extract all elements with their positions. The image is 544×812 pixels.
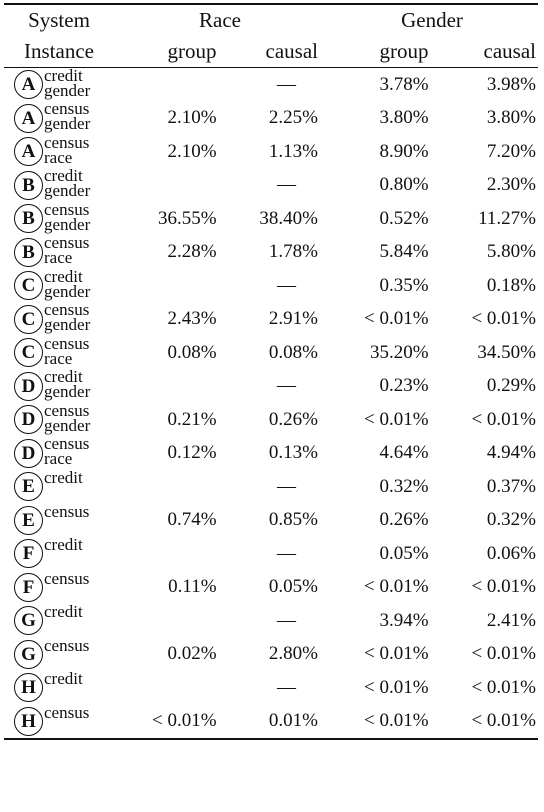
gender-causal-cell: < 0.01% <box>471 676 536 698</box>
system-instance-cell <box>4 671 114 705</box>
header-instance: Instance <box>24 39 94 63</box>
system-instance-cell <box>4 132 114 169</box>
race-group-cell: 0.21% <box>167 408 217 430</box>
table-row <box>4 537 538 571</box>
instance-dataset: census <box>44 635 90 655</box>
instance-dataset: census <box>44 702 90 722</box>
race-causal-cell: 1.78% <box>268 241 318 263</box>
instance-dataset: credit <box>44 65 83 85</box>
instance-attribute: gender <box>44 214 91 234</box>
system-instance-cell <box>4 470 114 504</box>
instance-attribute: race <box>44 147 73 167</box>
system-badge: C <box>14 305 43 334</box>
table-row <box>4 604 538 638</box>
gender-causal-cell: 0.32% <box>486 509 536 531</box>
instance-label <box>44 300 91 335</box>
race-na-cell: — <box>277 375 296 397</box>
instance-dataset: census <box>44 434 90 454</box>
header-gender: Gender <box>401 8 463 32</box>
race-group-cell: 2.43% <box>167 308 217 330</box>
race-causal-cell: 0.26% <box>268 408 318 430</box>
gender-group-cell: 0.23% <box>379 375 429 397</box>
table-row <box>4 135 538 169</box>
instance-attribute: gender <box>44 281 91 301</box>
system-instance-cell <box>4 367 114 404</box>
table-row <box>4 303 538 337</box>
instance-label <box>44 535 83 555</box>
race-group-cell: 2.28% <box>167 241 217 263</box>
instance-dataset: census <box>44 233 90 253</box>
instance-label <box>44 501 90 521</box>
gender-group-cell: 4.64% <box>379 442 429 464</box>
gender-causal-cell: 3.80% <box>486 107 536 129</box>
gender-group-cell: < 0.01% <box>364 576 429 598</box>
gender-causal-cell: < 0.01% <box>471 710 536 732</box>
instance-label <box>44 233 90 268</box>
race-causal-cell: 38.40% <box>259 207 318 229</box>
table-row <box>4 705 538 740</box>
system-badge: G <box>14 640 43 669</box>
gender-group-cell: 0.80% <box>379 174 429 196</box>
system-instance-cell <box>4 99 114 136</box>
system-badge: E <box>14 472 43 501</box>
instance-dataset: credit <box>44 266 83 286</box>
instance-label <box>44 333 90 368</box>
table-row <box>4 370 538 404</box>
gender-causal-cell: 5.80% <box>486 241 536 263</box>
race-na-cell: — <box>277 73 296 95</box>
gender-causal-cell: 3.98% <box>486 73 536 95</box>
table-row <box>4 470 538 504</box>
table-row <box>4 336 538 370</box>
race-na-cell: — <box>277 274 296 296</box>
instance-attribute: race <box>44 449 73 469</box>
instance-label <box>44 99 91 134</box>
gender-causal-cell: 7.20% <box>486 140 536 162</box>
system-instance-cell <box>4 537 114 571</box>
system-badge: C <box>14 271 43 300</box>
race-group-cell: 0.74% <box>167 509 217 531</box>
system-badge: H <box>14 673 43 702</box>
table-row <box>4 169 538 203</box>
system-instance-cell <box>4 400 114 437</box>
race-group-cell: 36.55% <box>157 207 217 229</box>
race-na-cell: — <box>277 174 296 196</box>
table-row <box>4 437 538 471</box>
race-na-cell: — <box>277 475 296 497</box>
instance-dataset: census <box>44 400 90 420</box>
gender-causal-cell: 0.37% <box>486 475 536 497</box>
system-badge: B <box>14 238 43 267</box>
instance-label <box>44 367 91 402</box>
header-system: System <box>28 8 90 32</box>
header-row-1 <box>4 4 538 36</box>
table-row <box>4 571 538 605</box>
gender-group-cell: 8.90% <box>379 140 429 162</box>
system-instance-cell <box>4 300 114 337</box>
system-badge: G <box>14 606 43 635</box>
instance-label <box>44 199 91 234</box>
instance-dataset: credit <box>44 669 83 689</box>
gender-group-cell: < 0.01% <box>364 710 429 732</box>
instance-attribute: gender <box>44 80 91 100</box>
race-group-cell: 2.10% <box>167 107 217 129</box>
gender-causal-cell: 11.27% <box>478 207 536 229</box>
system-badge: E <box>14 506 43 535</box>
table-row <box>4 671 538 705</box>
gender-group-cell: 5.84% <box>379 241 429 263</box>
header-race-group: group <box>167 39 217 63</box>
race-group-cell: 2.10% <box>167 140 217 162</box>
race-group-cell: 0.02% <box>167 643 217 665</box>
race-group-cell: 0.11% <box>168 576 217 598</box>
header-gender-group: group <box>379 39 429 63</box>
race-causal-cell: 0.01% <box>268 710 318 732</box>
instance-dataset: census <box>44 132 90 152</box>
results-table <box>4 3 538 740</box>
instance-attribute: race <box>44 248 73 268</box>
system-instance-cell <box>4 568 114 605</box>
gender-causal-cell: 0.06% <box>486 542 536 564</box>
gender-causal-cell: < 0.01% <box>471 576 536 598</box>
race-causal-cell: 0.85% <box>268 509 318 531</box>
gender-causal-cell: < 0.01% <box>471 643 536 665</box>
system-badge: B <box>14 171 43 200</box>
gender-group-cell: < 0.01% <box>364 676 429 698</box>
gender-causal-cell: 4.94% <box>486 442 536 464</box>
instance-dataset: census <box>44 199 90 219</box>
race-group-cell: < 0.01% <box>152 710 217 732</box>
system-instance-cell <box>4 501 114 538</box>
table-row <box>4 236 538 270</box>
gender-group-cell: 0.05% <box>379 542 429 564</box>
instance-label <box>44 266 91 301</box>
table-row <box>4 68 538 102</box>
system-badge: D <box>14 372 43 401</box>
race-causal-cell: 1.13% <box>268 140 318 162</box>
instance-dataset: census <box>44 333 90 353</box>
race-causal-cell: 0.13% <box>268 442 318 464</box>
instance-dataset: credit <box>44 602 83 622</box>
race-causal-cell: 2.91% <box>268 308 318 330</box>
header-row-2 <box>4 36 538 68</box>
gender-causal-cell: < 0.01% <box>471 308 536 330</box>
instance-label <box>44 434 90 469</box>
instance-dataset: credit <box>44 166 83 186</box>
instance-dataset: census <box>44 300 90 320</box>
system-badge: A <box>14 70 43 99</box>
system-instance-cell <box>4 333 114 370</box>
gender-group-cell: 3.80% <box>379 107 429 129</box>
gender-causal-cell: 34.50% <box>477 341 536 363</box>
system-instance-cell <box>4 266 114 303</box>
instance-label <box>44 166 91 201</box>
instance-label <box>44 568 90 588</box>
gender-group-cell: 0.32% <box>379 475 429 497</box>
instance-label <box>44 602 83 622</box>
instance-label <box>44 669 83 689</box>
instance-dataset: census <box>44 568 90 588</box>
instance-attribute: gender <box>44 382 91 402</box>
instance-label <box>44 702 90 722</box>
race-causal-cell: 0.08% <box>268 341 318 363</box>
gender-group-cell: < 0.01% <box>364 643 429 665</box>
system-instance-cell <box>4 233 114 270</box>
table-row <box>4 403 538 437</box>
system-instance-cell <box>4 604 114 638</box>
gender-group-cell: 3.94% <box>379 609 429 631</box>
gender-group-cell: < 0.01% <box>364 408 429 430</box>
instance-attribute: gender <box>44 415 91 435</box>
race-causal-cell: 0.05% <box>268 576 318 598</box>
instance-dataset: credit <box>44 367 83 387</box>
race-na-cell: — <box>277 542 296 564</box>
race-group-cell: 0.12% <box>167 442 217 464</box>
instance-dataset: credit <box>44 535 83 555</box>
table-row <box>4 269 538 303</box>
system-badge: F <box>14 539 43 568</box>
race-group-cell: 0.08% <box>167 341 217 363</box>
gender-group-cell: 35.20% <box>369 341 429 363</box>
system-badge: A <box>14 104 43 133</box>
system-instance-cell <box>4 199 114 236</box>
race-na-cell: — <box>277 609 296 631</box>
gender-causal-cell: 0.29% <box>486 375 536 397</box>
instance-label <box>44 468 83 488</box>
instance-dataset: credit <box>44 468 83 488</box>
system-badge: D <box>14 439 43 468</box>
instance-attribute: race <box>44 348 73 368</box>
table-row <box>4 102 538 136</box>
instance-label <box>44 65 91 100</box>
instance-attribute: gender <box>44 315 91 335</box>
gender-causal-cell: 2.41% <box>486 609 536 631</box>
gender-causal-cell: < 0.01% <box>471 408 536 430</box>
gender-group-cell: < 0.01% <box>364 308 429 330</box>
header-race: Race <box>199 8 241 32</box>
system-badge: D <box>14 405 43 434</box>
gender-group-cell: 0.52% <box>379 207 429 229</box>
instance-label <box>44 132 90 167</box>
header-gender-causal: causal <box>483 39 536 63</box>
system-instance-cell <box>4 166 114 203</box>
system-badge: F <box>14 573 43 602</box>
table-row <box>4 504 538 538</box>
instance-label <box>44 400 91 435</box>
system-badge: B <box>14 204 43 233</box>
instance-label <box>44 635 90 655</box>
instance-dataset: census <box>44 99 90 119</box>
gender-group-cell: 0.35% <box>379 274 429 296</box>
system-instance-cell <box>4 702 114 740</box>
gender-group-cell: 3.78% <box>379 73 429 95</box>
instance-dataset: census <box>44 501 90 521</box>
instance-attribute: gender <box>44 114 91 134</box>
system-badge: A <box>14 137 43 166</box>
gender-group-cell: 0.26% <box>379 509 429 531</box>
table-row <box>4 638 538 672</box>
race-causal-cell: 2.80% <box>268 643 318 665</box>
race-causal-cell: 2.25% <box>268 107 318 129</box>
system-badge: C <box>14 338 43 367</box>
table-row <box>4 202 538 236</box>
header-race-causal: causal <box>265 39 318 63</box>
table-body <box>4 65 538 740</box>
instance-attribute: gender <box>44 181 91 201</box>
system-instance-cell <box>4 434 114 471</box>
race-na-cell: — <box>277 676 296 698</box>
gender-causal-cell: 0.18% <box>486 274 536 296</box>
system-badge: H <box>14 707 43 736</box>
system-instance-cell <box>4 65 114 102</box>
gender-causal-cell: 2.30% <box>486 174 536 196</box>
system-instance-cell <box>4 635 114 672</box>
